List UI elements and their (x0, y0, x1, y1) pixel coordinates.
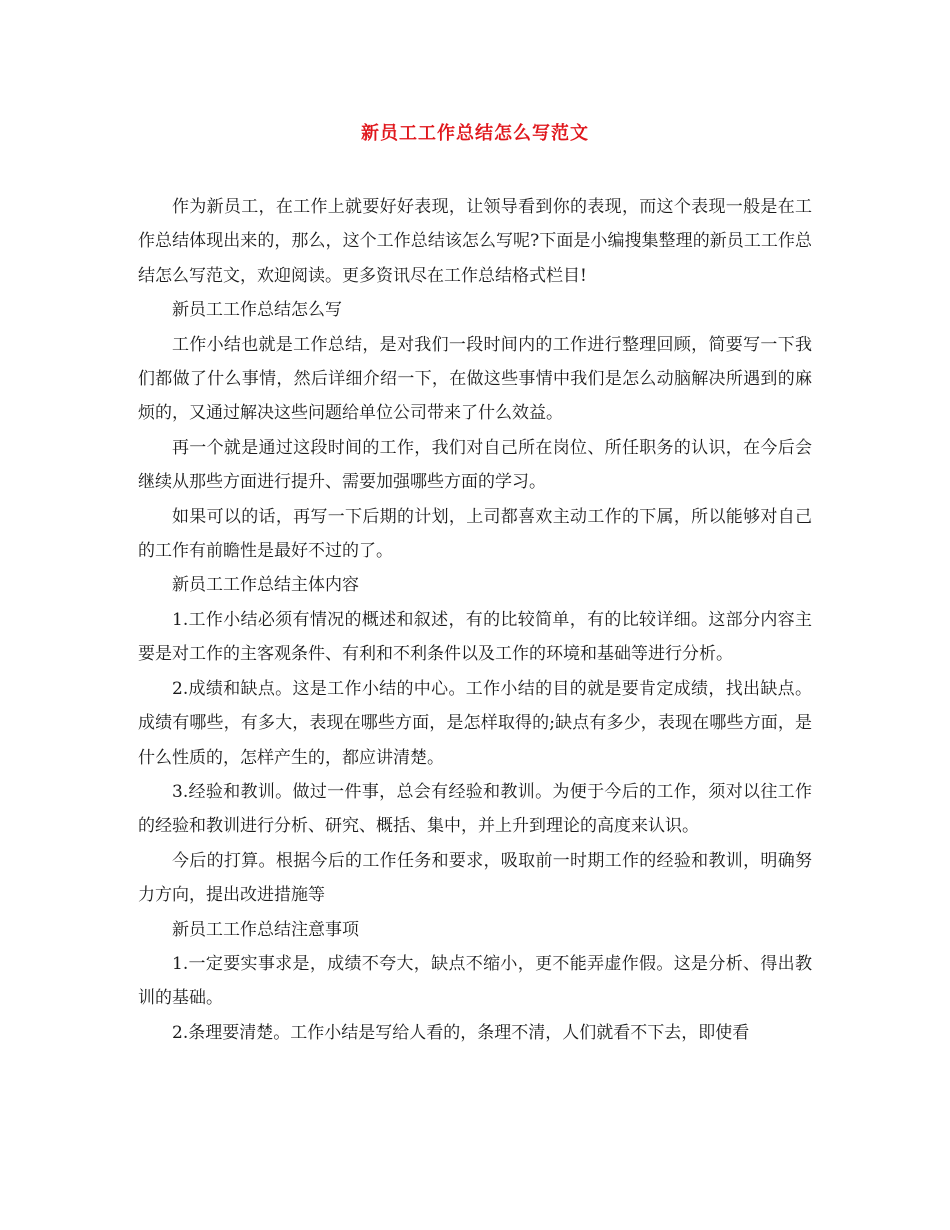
body-paragraph: 如果可以的话，再写一下后期的计划，上司都喜欢主动工作的下属，所以能够对自己的工作有前瞻性是最好不过的了。 (138, 506, 812, 562)
intro-paragraph: 作为新员工，在工作上就要好好表现，让领导看到你的表现，而这个表现一般是在工作总结体现出来的，那么，这个工作总结该怎么写呢?下面是小编搜集整理的新员工工作总结怎么写范文，欢迎阅读。更多资讯尽在工作总结格式栏目! (138, 197, 812, 286)
document-title: 新员工工作总结怎么写范文 (361, 123, 589, 144)
list-item-paragraph: 1.一定要实事求是，成绩不夸大，缺点不缩小，更不能弄虚作假。这是分析、得出教训的基础。 (138, 953, 812, 1009)
list-item-paragraph: 2.成绩和缺点。这是工作小结的中心。工作小结的目的就是要肯定成绩，找出缺点。成绩有哪些，有多大，表现在哪些方面，是怎样取得的;缺点有多少，表现在哪些方面，是什么性质的，怎样产生的，都应讲清楚。 (138, 678, 812, 768)
section-heading-notes: 新员工工作总结注意事项 (172, 919, 359, 940)
list-item-paragraph: 1.工作小结必须有情况的概述和叙述，有的比较简单，有的比较详细。这部分内容主要是对工作的主客观条件、有利和不利条件以及工作的环境和基础等进行分析。 (138, 609, 812, 665)
list-item-paragraph: 3.经验和教训。做过一件事，总会有经验和教训。为便于今后的工作，须对以往工作的经验和教训进行分析、研究、概括、集中，并上升到理论的高度来认识。 (138, 781, 812, 837)
section-heading-how-to-write: 新员工工作总结怎么写 (172, 300, 342, 321)
list-item-paragraph: 2.条理要清楚。工作小结是写给人看的，条理不清，人们就看不下去，即使看 (172, 1022, 750, 1043)
body-paragraph: 再一个就是通过这段时间的工作，我们对自己所在岗位、所任职务的认识，在今后会继续从那些方面进行提升、需要加强哪些方面的学习。 (138, 437, 812, 493)
document-body (138, 190, 812, 1050)
body-paragraph: 工作小结也就是工作总结，是对我们一段时间内的工作进行整理回顾，简要写一下我们都做了什么事情，然后详细介绍一下，在做这些事情中我们是怎么动脑解决所遇到的麻烦的，又通过解决这些问题给单位公司带来了什么效益。 (138, 334, 812, 424)
body-paragraph: 今后的打算。根据今后的工作任务和要求，吸取前一时期工作的经验和教训，明确努力方向，提出改进措施等 (138, 850, 812, 906)
section-heading-main-content: 新员工工作总结主体内容 (172, 575, 359, 596)
